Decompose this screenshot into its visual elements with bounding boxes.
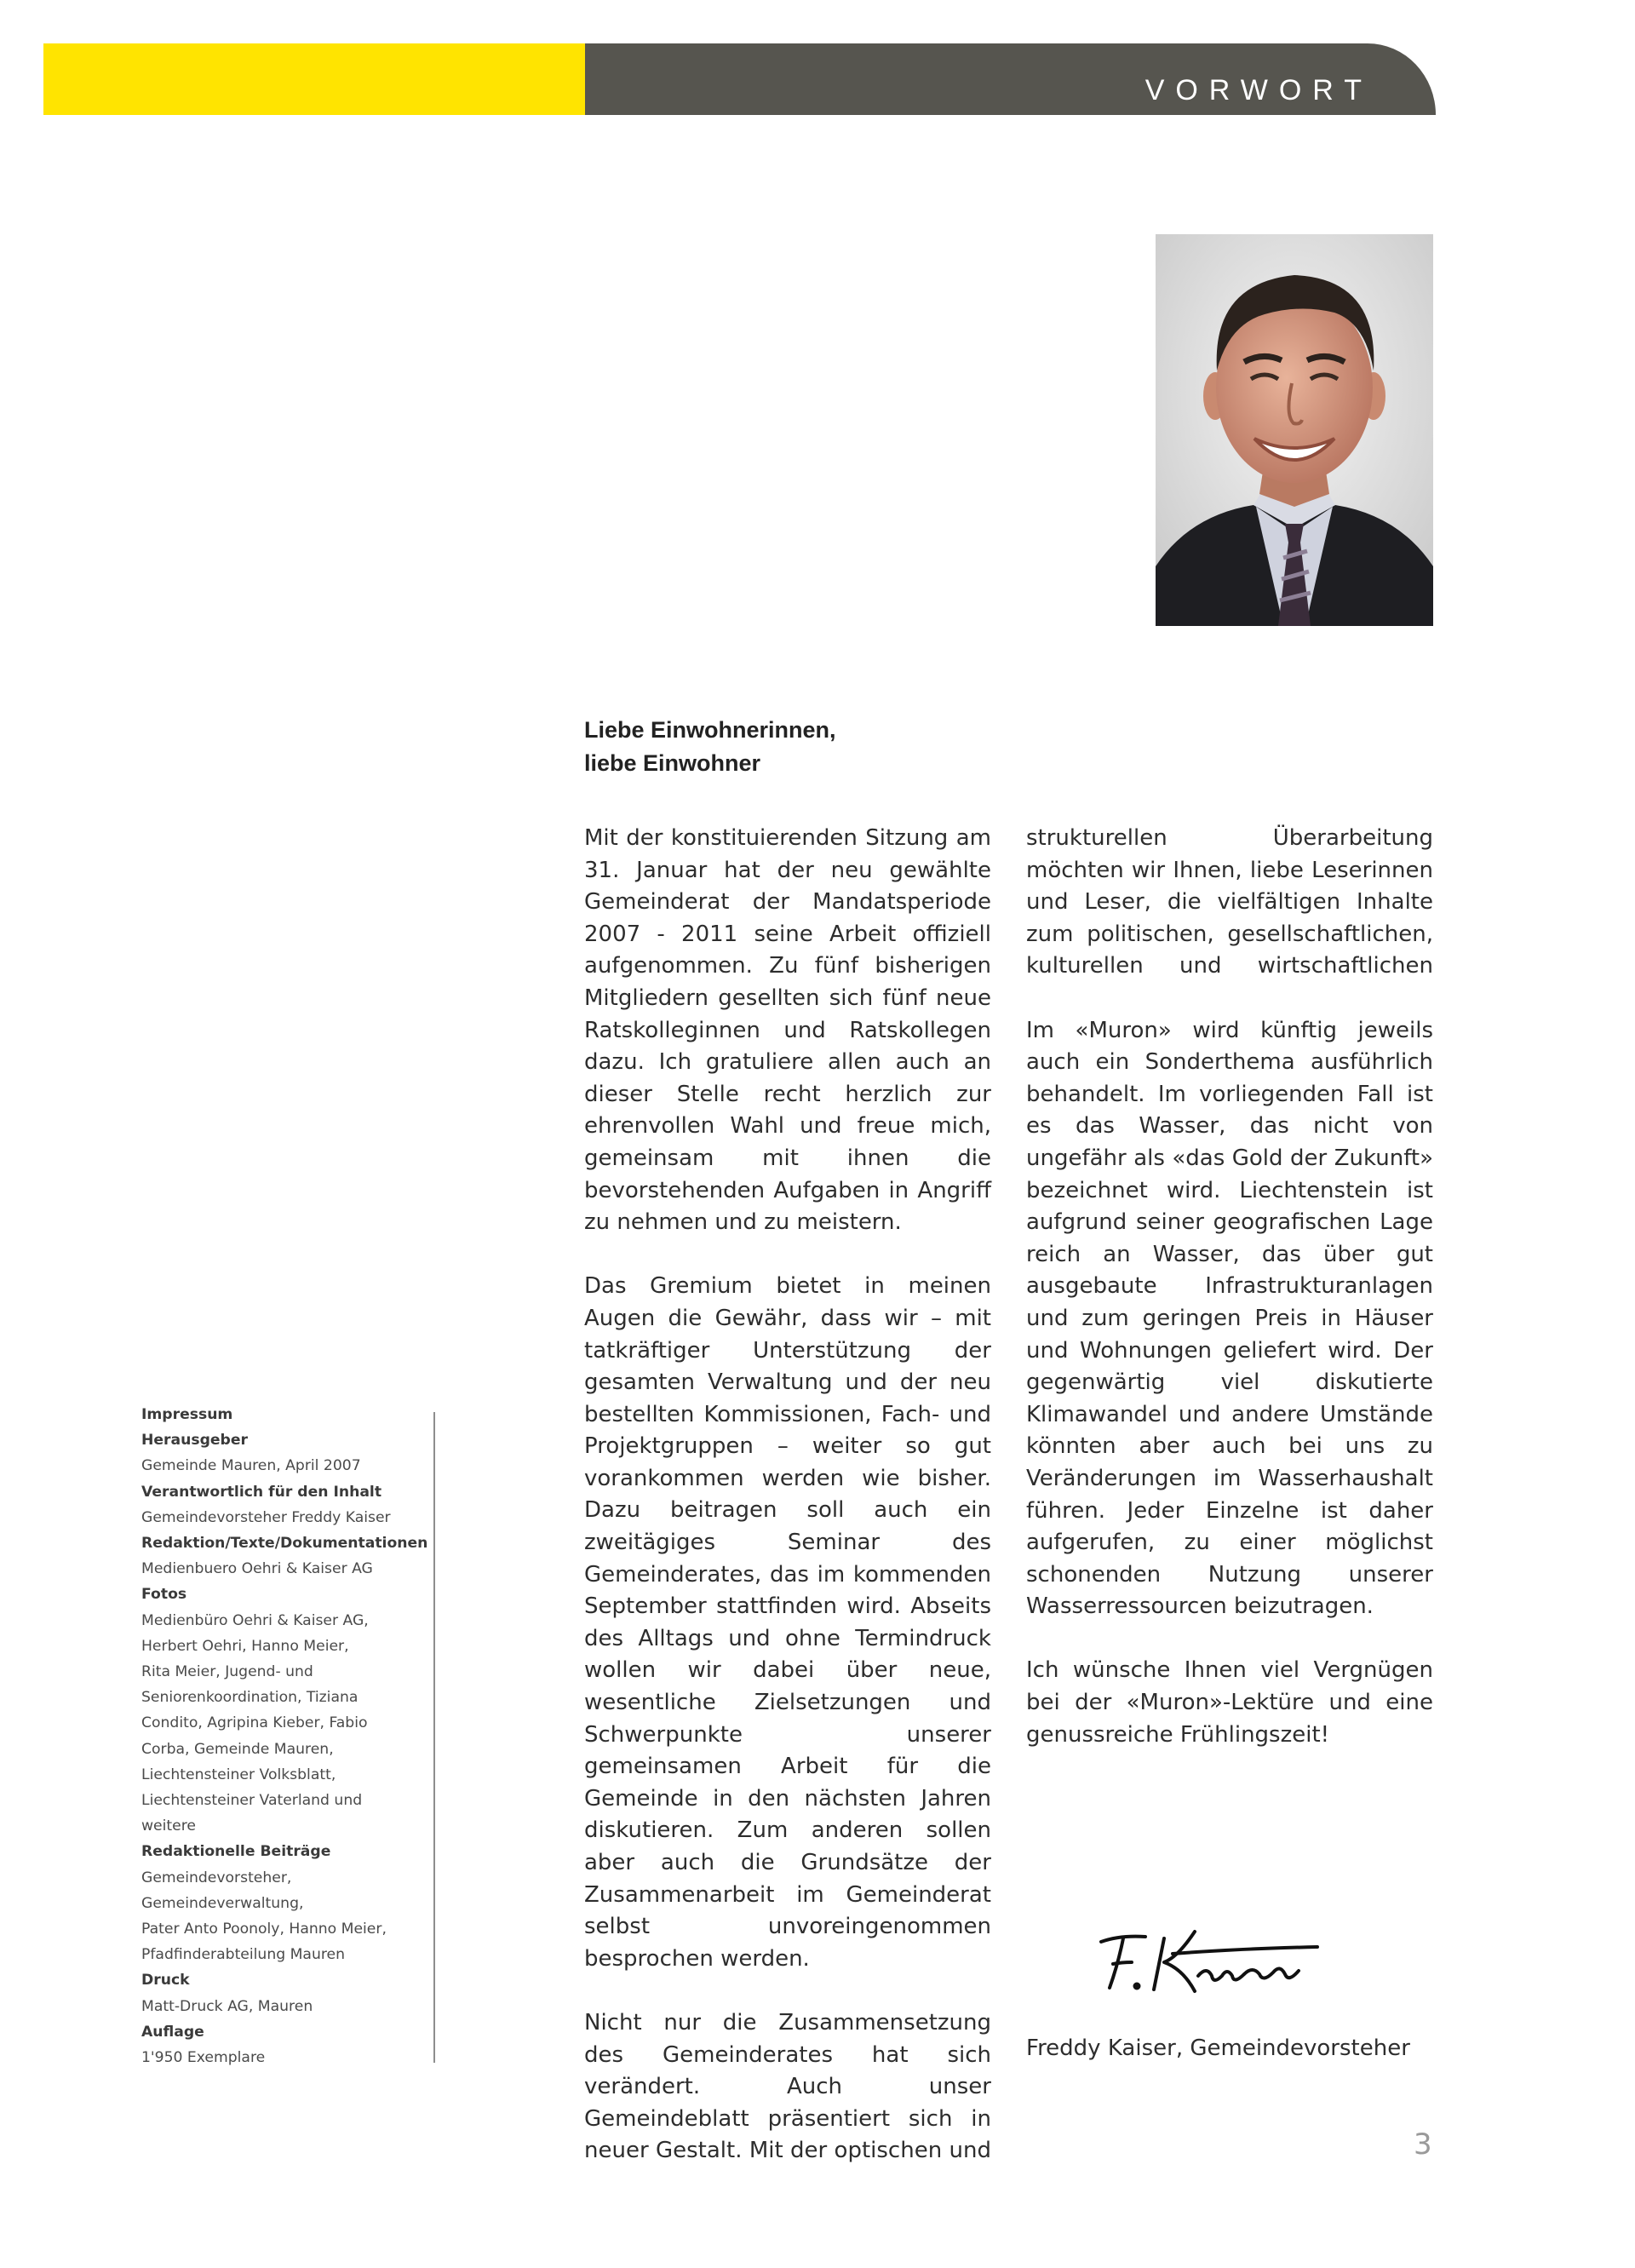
article-paragraph-continued-text: strukturellen Überarbeitung möchten wir Ihnen, liebe Leserinnen und Leser, die vielfältigen Inhalte zum politischen, gesellschaftlichen, kulturellen und wirtschaftlichen <box>1026 824 1433 979</box>
handwritten-signature <box>1094 1923 1324 2000</box>
impressum-label: Auflage <box>141 2023 204 2041</box>
article-paragraph: Mit der konstituierenden Sitzung am 31. Januar hat der neu gewählte Gemeinderat der Mandatsperiode 2007 - 2011 seine Arbeit offiziell aufgenommen. Zu fünf bisherigen Mitgliedern gesellten sich fünf neue Ratskolleginnen und Ratskollegen dazu. Ich gratuliere allen auch an dieser Stelle recht herzlich zur ehrenvollen Wahl und freue mich, gemeinsam mit ihnen die bevorstehenden Aufgaben in Angriff zu nehmen und zu meistern. <box>584 825 991 1236</box>
article-paragraph: Nicht nur die Zusammensetzung des Gemeinderates hat sich verändert. Auch unser Gemeindeblatt präsentiert sich in neuer Gestalt. Mit der optischen und <box>584 2009 991 2164</box>
impressum-label: Redaktion/Texte/Dokumentationen <box>141 1535 428 1553</box>
article-column-right <box>1026 823 1433 1783</box>
page-number: 3 <box>1414 2127 1432 2162</box>
impressum-line: Condito, Agripina Kieber, Fabio <box>141 1714 368 1732</box>
impressum-line: Liechtensteiner Volksblatt, <box>141 1766 336 1783</box>
article-paragraph: Ich wünsche Ihnen viel Vergnügen bei der «Muron»-Lektüre und eine genussreiche Frühlingszeit! <box>1026 1657 1433 1748</box>
impressum-title: Impressum <box>141 1406 233 1423</box>
impressum-line: Gemeindeverwaltung, <box>141 1894 304 1912</box>
article-column-left <box>584 823 991 2200</box>
impressum-line: Gemeindevorsteher, <box>141 1869 292 1886</box>
header-accent-dark <box>585 43 1436 115</box>
header-bar <box>43 43 1436 115</box>
article-paragraph: Im «Muron» wird künftig jeweils auch ein Sonderthema ausführlich behandelt. Im vorliegenden Fall ist es das Wasser, das nicht von ungefähr als «das Gold der Zukunft» bezeichnet wird. Liechtenstein ist aufgrund seiner geografischen Lage reich an Wasser, das über gut ausgebaute Infrastrukturanlagen und zum geringen Preis in Häuser und Wohnungen geliefert wird. Der gegenwärtig viel diskutierte Klimawandel und andere Umstände könnten aber auch bei uns zu Veränderungen im Wasserhaushalt führen. Jeder Einzelne ist daher aufgerufen, zu einer möglichst schonenden Nutzung unserer Wasserressourcen beizutragen. <box>1026 1017 1433 1620</box>
article-paragraph: Das Gremium bietet in meinen Augen die Gewähr, dass wir – mit tatkräftiger Unterstützung der gesamten Verwaltung und der neu bestellten Kommissionen, Fach- und Projektgruppen – weiter so gut vorankommen werden wie bisher. Dazu beitragen soll auch ein zweitägiges Seminar des Gemeinderates, das im kommenden September stattfinden wird. Abseits des Alltags und ohne Termindruck wollen wir dabei über neue, wesentliche Zielsetzungen und Schwerpunkte unserer gemeinsamen Arbeit für die Gemeinde in den nächsten Jahren diskutieren. Zum anderen sollen aber auch die Grundsätze der Zusammenarbeit im Gemeinderat selbst unvoreingenommen besprochen werden. <box>584 1273 991 1972</box>
salutation <box>584 714 836 780</box>
signature-name: Freddy Kaiser, Gemeindevorsteher <box>1026 2035 1410 2061</box>
impressum-line: Corba, Gemeinde Mauren, <box>141 1740 334 1758</box>
impressum-line: Pater Anto Poonoly, Hanno Meier, <box>141 1921 387 1938</box>
impressum-line: Medienbüro Oehri & Kaiser AG, <box>141 1611 369 1629</box>
impressum-label: Verantwortlich für den Inhalt <box>141 1483 382 1501</box>
impressum-line: Medienbuero Oehri & Kaiser AG <box>141 1560 373 1578</box>
impressum-line: Gemeinde Mauren, April 2007 <box>141 1457 361 1475</box>
impressum <box>141 1402 428 2070</box>
impressum-line: Rita Meier, Jugend- und <box>141 1663 313 1681</box>
salutation-line-2: liebe Einwohner <box>584 750 761 776</box>
impressum-label: Druck <box>141 1972 190 1990</box>
impressum-line: Liechtensteiner Vaterland und <box>141 1792 363 1810</box>
section-title: VORWORT <box>1144 74 1373 106</box>
impressum-label: Herausgeber <box>141 1432 248 1450</box>
portrait-photo <box>1156 234 1433 626</box>
impressum-line: Gemeindevorsteher Freddy Kaiser <box>141 1508 391 1526</box>
impressum-line: Matt-Druck AG, Mauren <box>141 1997 313 2015</box>
salutation-line-1: Liebe Einwohnerinnen, <box>584 717 836 743</box>
impressum-line: Seniorenkoordination, Tiziana <box>141 1689 359 1707</box>
header-accent-yellow <box>43 43 585 115</box>
impressum-line: 1'950 Exemplare <box>141 2049 266 2067</box>
impressum-line: weitere <box>141 1817 196 1835</box>
impressum-divider <box>433 1412 435 2063</box>
impressum-line: Pfadfinderabteilung Mauren <box>141 1946 346 1964</box>
impressum-line: Herbert Oehri, Hanno Meier, <box>141 1637 349 1655</box>
impressum-label: Fotos <box>141 1586 187 1604</box>
article-paragraph-continued <box>1026 823 1433 983</box>
impressum-label: Redaktionelle Beiträge <box>141 1843 331 1861</box>
